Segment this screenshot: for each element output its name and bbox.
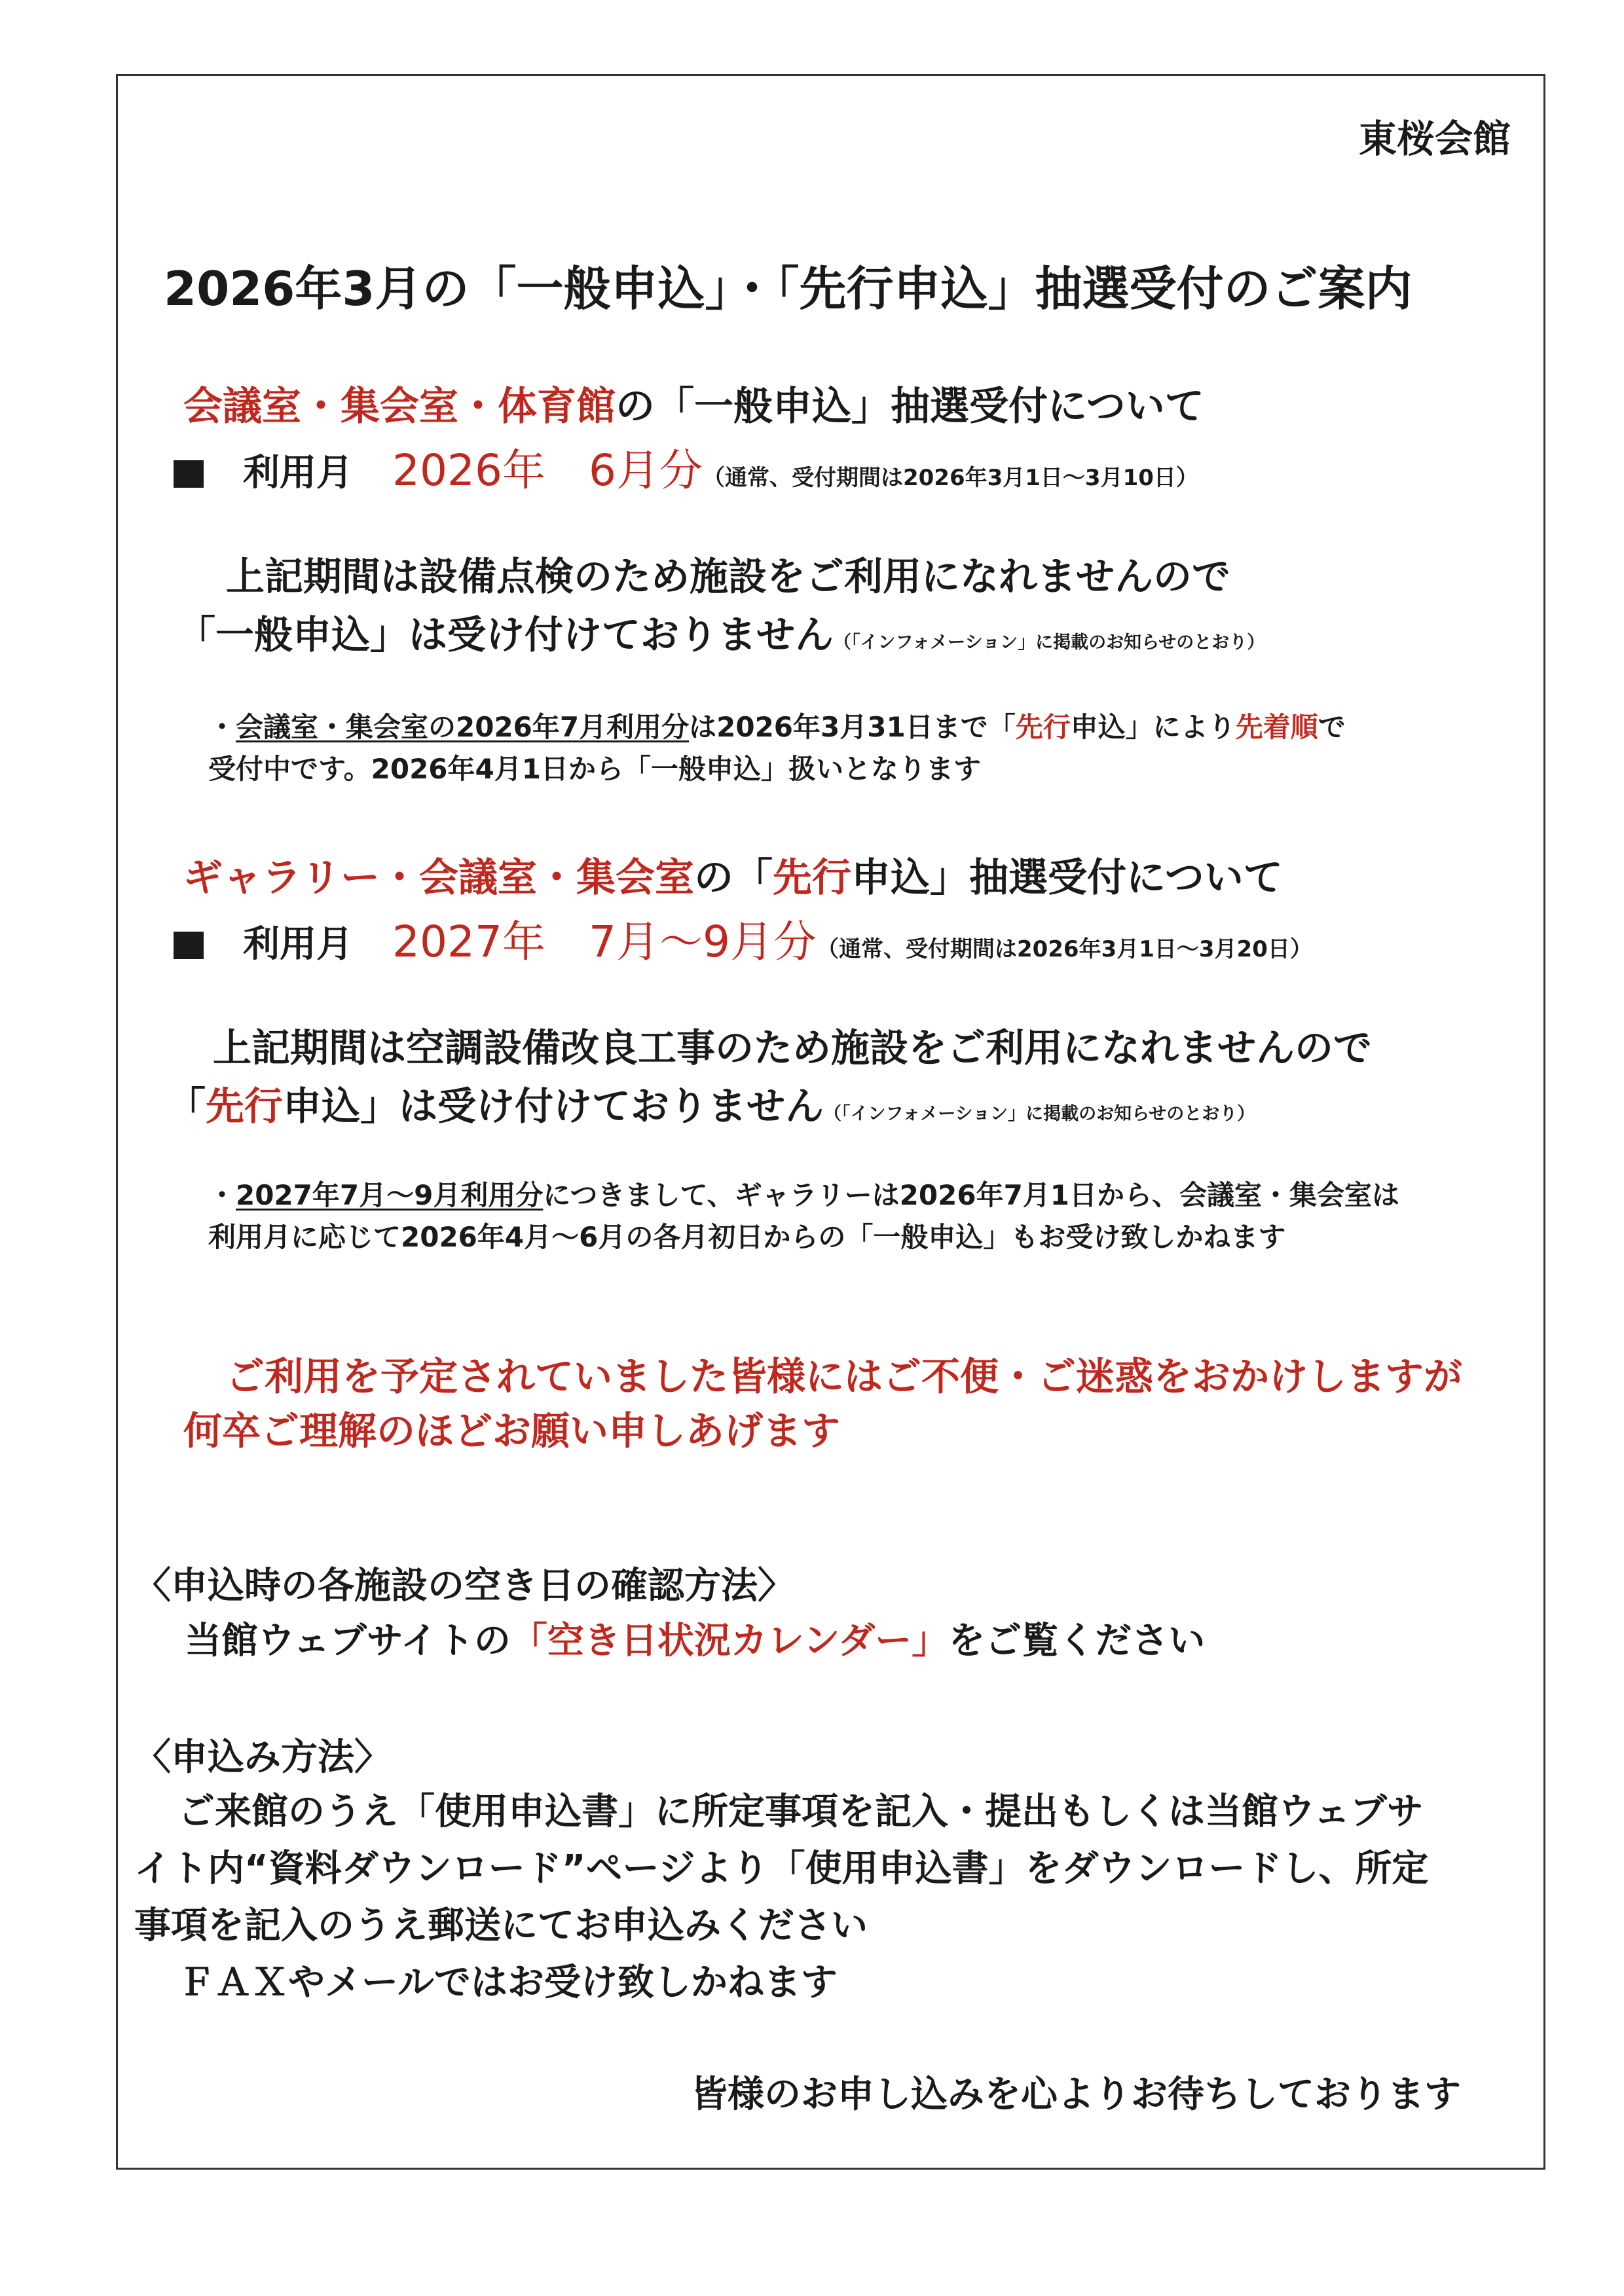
advance-period-note: （通常、受付期間は2026年3月1日～3月20日） bbox=[816, 936, 1312, 962]
method-heading: 〈申込み方法〉 bbox=[134, 1736, 391, 1779]
advance-facilities: ギャラリー・会議室・集会室 bbox=[183, 855, 694, 901]
advance-notice-line2: 「先行申込」は受け付けておりません（「インフォメーション」に掲載のお知らせのとおり） bbox=[167, 1084, 1255, 1129]
use-month-label: 利用月 bbox=[243, 452, 353, 494]
use-month-label: 利用月 bbox=[243, 923, 353, 966]
apology-line2: 何卒ご理解のほどお願い申しあげます bbox=[183, 1408, 841, 1453]
general-detail-line1: ・会議室・集会室の2026年7月利用分は2026年3月31日まで「先行申込」により先着順で bbox=[208, 711, 1346, 743]
method-line3: 事項を記入のうえ郵送にてお申込みください bbox=[134, 1904, 868, 1947]
advance-use-month-row bbox=[174, 907, 1312, 969]
advance-detail-line2: 利用月に応じて2026年4月～6月の各月初日からの「一般申込」もお受け致しかねます bbox=[208, 1221, 1286, 1253]
apology-line1: ご利用を予定されていました皆様にはご不便・ご迷惑をおかけしますが bbox=[226, 1354, 1463, 1399]
general-use-month: 2026年 6月分 bbox=[392, 445, 703, 496]
advance-notice-line1: 上記期間は空調設備改良工事のため施設をご利用になれませんので bbox=[213, 1025, 1373, 1070]
advance-use-month: 2027年 7月～9月分 bbox=[392, 917, 817, 967]
bullet-square-icon bbox=[174, 932, 204, 959]
method-line2: イト内“資料ダウンロード”ページより「使用申込書」をダウンロードし、所定 bbox=[134, 1848, 1429, 1890]
general-facilities: 会議室・集会室・体育館 bbox=[183, 384, 616, 429]
availability-text: 当館ウェブサイトの「空き日状況カレンダー」をご覧ください bbox=[185, 1620, 1206, 1662]
method-line1: ご来館のうえ「使用申込書」に所定事項を記入・提出もしくは当館ウェブサ bbox=[178, 1791, 1424, 1833]
closing-message: 皆様のお申し込みを心よりお待ちしております bbox=[691, 2073, 1461, 2116]
general-notice-line1: 上記期間は設備点検のため施設をご利用になれませんので bbox=[226, 554, 1231, 599]
page-title: 2026年3月の「一般申込」・「先行申込」抽選受付のご案内 bbox=[164, 261, 1412, 316]
method-line4: ＦＡＸやメールではお受け致しかねます bbox=[178, 1961, 838, 2004]
organization-name: 東桜会館 bbox=[1359, 117, 1511, 161]
bullet-square-icon bbox=[174, 460, 204, 488]
advance-detail-line1: ・2027年7月～9月利用分につきまして、ギャラリーは2026年7月1日から、会議室・集会室は bbox=[208, 1179, 1400, 1211]
general-detail-line2: 受付中です。2026年4月1日から「一般申込」扱いとなります bbox=[208, 753, 981, 785]
advance-section-heading: ギャラリー・会議室・集会室の「先行申込」抽選受付について bbox=[183, 855, 1283, 901]
general-use-month-row bbox=[174, 435, 1198, 498]
general-section-heading: 会議室・集会室・体育館の「一般申込」抽選受付について bbox=[183, 384, 1204, 429]
calendar-link: 「空き日状況カレンダー」 bbox=[510, 1620, 949, 1662]
availability-heading: 〈申込時の各施設の空き日の確認方法〉 bbox=[134, 1565, 794, 1607]
general-period-note: （通常、受付期間は2026年3月1日～3月10日） bbox=[702, 465, 1198, 491]
general-notice-line2: 「一般申込」は受け付けておりません（「インフォメーション」に掲載のお知らせのとおり） bbox=[177, 612, 1265, 657]
